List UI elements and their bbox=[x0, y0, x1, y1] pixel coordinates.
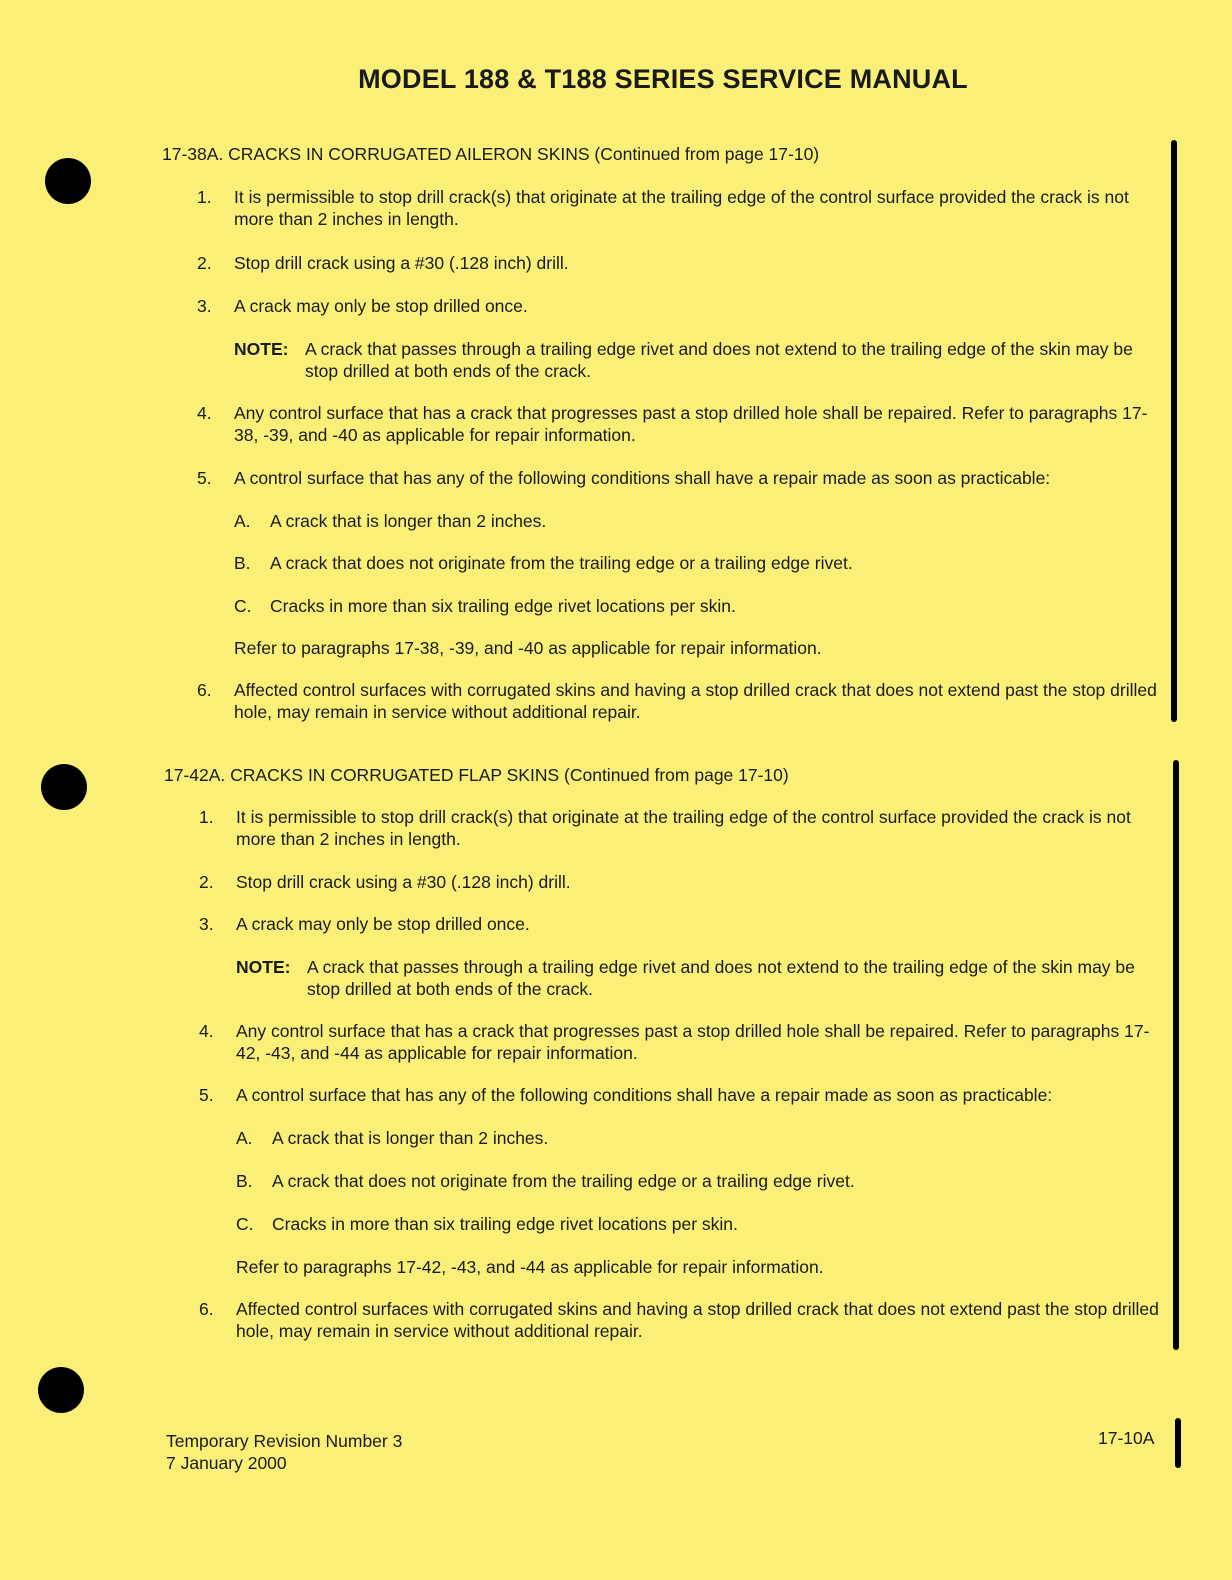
subitem-letter: B. bbox=[236, 1171, 253, 1191]
item-text: A crack may only be stop drilled once. bbox=[234, 296, 528, 316]
item-text: It is permissible to stop drill crack(s) that originate at the trailing edge of the control surface provided the crack is not more than 2 inches in length. bbox=[234, 187, 1129, 229]
item-number: 4. bbox=[199, 1021, 214, 1041]
note-text: A crack that passes through a trailing edge rivet and does not extend to the trailing edge of the skin may be stop drilled at both ends of the crack. bbox=[305, 339, 1133, 381]
item-number: 3. bbox=[199, 914, 214, 934]
item-text: Stop drill crack using a #30 (.128 inch) drill. bbox=[236, 872, 571, 892]
item-number: 4. bbox=[197, 403, 212, 423]
item-text: A control surface that has any of the following conditions shall have a repair made as soon as practicable: bbox=[236, 1085, 1053, 1105]
section-heading: 17-42A. CRACKS IN CORRUGATED FLAP SKINS (Continued from page 17-10) bbox=[164, 765, 789, 785]
revision-bar-footer bbox=[1175, 1418, 1181, 1468]
item-text: Any control surface that has a crack that progresses past a stop drilled hole shall be repaired. Refer to paragraphs 17-42, -43, and -44 as applicable for repair information. bbox=[236, 1021, 1150, 1063]
item-number: 1. bbox=[199, 807, 214, 827]
subitem-text: Cracks in more than six trailing edge rivet locations per skin. bbox=[272, 1214, 738, 1234]
note-label: NOTE: bbox=[236, 957, 291, 977]
subitem-text: A crack that is longer than 2 inches. bbox=[270, 511, 547, 531]
subitem-letter: A. bbox=[234, 511, 251, 531]
subitem-text: Cracks in more than six trailing edge rivet locations per skin. bbox=[270, 596, 736, 616]
subitem-letter: C. bbox=[234, 596, 252, 616]
subitem-text: A crack that is longer than 2 inches. bbox=[272, 1128, 549, 1148]
item-number: 2. bbox=[199, 872, 214, 892]
item-number: 1. bbox=[197, 187, 212, 207]
subitem-letter: A. bbox=[236, 1128, 253, 1148]
item-number: 6. bbox=[197, 680, 212, 700]
item-number: 2. bbox=[197, 253, 212, 273]
footer-date: 7 January 2000 bbox=[166, 1453, 287, 1473]
item-number: 3. bbox=[197, 296, 212, 316]
footer-revision: Temporary Revision Number 3 bbox=[166, 1431, 403, 1451]
refer-text: Refer to paragraphs 17-42, -43, and -44 as applicable for repair information. bbox=[236, 1257, 824, 1277]
subitem-letter: C. bbox=[236, 1214, 254, 1234]
subitem-text: A crack that does not originate from the trailing edge or a trailing edge rivet. bbox=[270, 553, 853, 573]
page-number: 17-10A bbox=[1098, 1428, 1155, 1448]
page-title: MODEL 188 & T188 SERIES SERVICE MANUAL bbox=[358, 64, 968, 94]
item-text: Any control surface that has a crack that progresses past a stop drilled hole shall be repaired. Refer to paragraphs 17-38, -39, and -40 as applicable for repair information. bbox=[234, 403, 1148, 445]
revision-bar-section2 bbox=[1173, 760, 1179, 1350]
item-text: Affected control surfaces with corrugated skins and having a stop drilled crack that does not extend past the stop drilled hole, may remain in service without additional repair. bbox=[234, 680, 1157, 722]
item-number: 6. bbox=[199, 1299, 214, 1319]
revision-bar-section1 bbox=[1171, 140, 1177, 722]
item-number: 5. bbox=[199, 1085, 214, 1105]
item-text: Affected control surfaces with corrugated skins and having a stop drilled crack that does not extend past the stop drilled hole, may remain in service without additional repair. bbox=[236, 1299, 1159, 1341]
item-text: It is permissible to stop drill crack(s) that originate at the trailing edge of the control surface provided the crack is not more than 2 inches in length. bbox=[236, 807, 1131, 849]
item-text: A crack may only be stop drilled once. bbox=[236, 914, 530, 934]
item-text: A control surface that has any of the following conditions shall have a repair made as soon as practicable: bbox=[234, 468, 1051, 488]
section-heading: 17-38A. CRACKS IN CORRUGATED AILERON SKINS (Continued from page 17-10) bbox=[162, 144, 820, 164]
subitem-letter: B. bbox=[234, 553, 251, 573]
binder-hole-top bbox=[45, 158, 91, 204]
item-number: 5. bbox=[197, 468, 212, 488]
note-label: NOTE: bbox=[234, 339, 289, 359]
item-text: Stop drill crack using a #30 (.128 inch) drill. bbox=[234, 253, 569, 273]
binder-hole-bottom bbox=[38, 1367, 84, 1413]
refer-text: Refer to paragraphs 17-38, -39, and -40 as applicable for repair information. bbox=[234, 638, 822, 658]
note-text: A crack that passes through a trailing edge rivet and does not extend to the trailing edge of the skin may be stop drilled at both ends of the crack. bbox=[307, 957, 1135, 999]
subitem-text: A crack that does not originate from the trailing edge or a trailing edge rivet. bbox=[272, 1171, 855, 1191]
binder-hole-middle bbox=[41, 764, 87, 810]
